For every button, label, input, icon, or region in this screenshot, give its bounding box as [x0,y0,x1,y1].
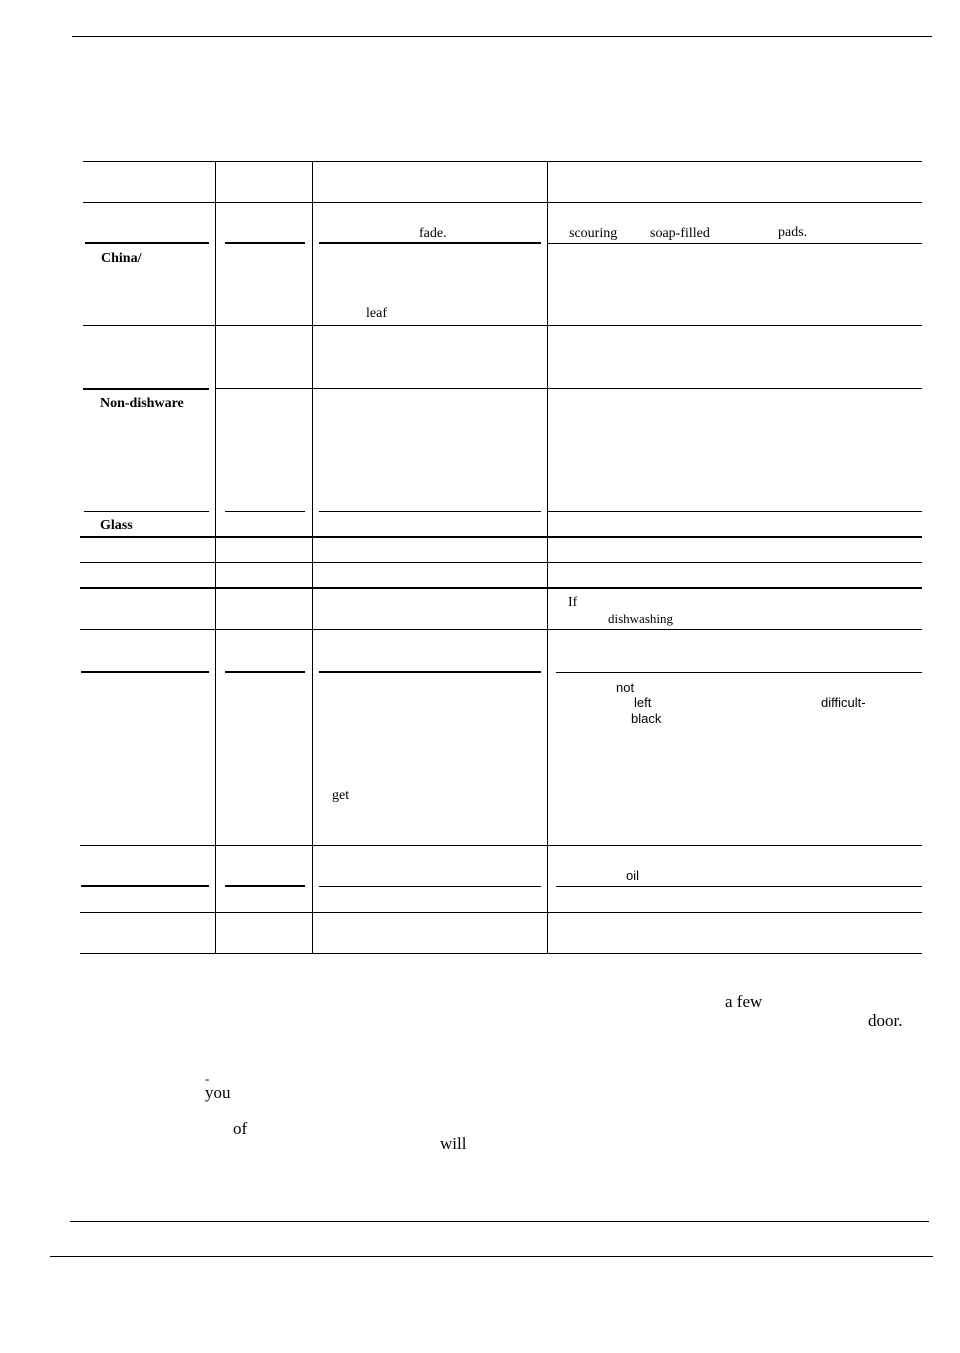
segment-line [225,885,305,887]
segment-line [81,885,209,887]
cell-text-pads: pads. [778,225,808,240]
cell-text-fade: fade. [419,226,447,241]
segment-line [225,242,305,244]
text-will: will [440,1134,467,1153]
segment-line [85,242,209,244]
item-label-non-dishware: Non-dishware [100,396,184,411]
segment-line [84,511,209,512]
segment-line [225,511,305,512]
cell-text-oil: oil [626,868,640,883]
row-line [215,388,922,389]
row-line [547,511,922,512]
row-line [80,845,922,846]
cell-text-difficult: difficult- [821,695,866,710]
text-door: door. [868,1011,903,1030]
cell-text-dishwashing: dishwashing [608,611,673,626]
text-dash: - [205,1071,210,1086]
segment-line [319,242,541,244]
segment-line [83,388,209,390]
row-line-thick [80,587,922,589]
row-line [83,161,922,162]
item-label-china: China/ [101,251,142,266]
segment-line [81,671,209,673]
segment-line [556,672,922,673]
col-line-1 [215,161,216,954]
item-label-glass: Glass [100,518,133,533]
footer-rule-lower [50,1256,933,1257]
segment-line [547,243,922,244]
cell-text-soap-filled: soap-filled [650,226,710,241]
cell-text-leaf: leaf [366,306,387,321]
segment-line [556,886,922,887]
top-rule [72,36,932,37]
segment-line [319,671,541,673]
row-line-thick [80,536,922,538]
row-line [80,912,922,913]
col-line-3 [547,161,548,954]
segment-line [225,671,305,673]
cell-text-left: left [634,695,652,710]
row-line [80,953,922,954]
cell-text-get: get [332,788,350,803]
row-line [83,325,922,326]
cell-text-not: not [616,680,635,695]
text-you: you [205,1083,231,1102]
text-of: of [233,1119,248,1138]
cell-text-scouring: scouring [569,226,618,241]
row-line [80,629,922,630]
segment-line [319,511,541,512]
col-line-2 [312,161,313,954]
row-line [80,562,922,563]
cell-text-black: black [631,711,662,726]
segment-line [319,886,541,887]
cell-text-if: If [568,595,578,610]
row-line [83,202,922,203]
footer-rule-upper [70,1221,929,1222]
text-a-few: a few [725,992,763,1011]
